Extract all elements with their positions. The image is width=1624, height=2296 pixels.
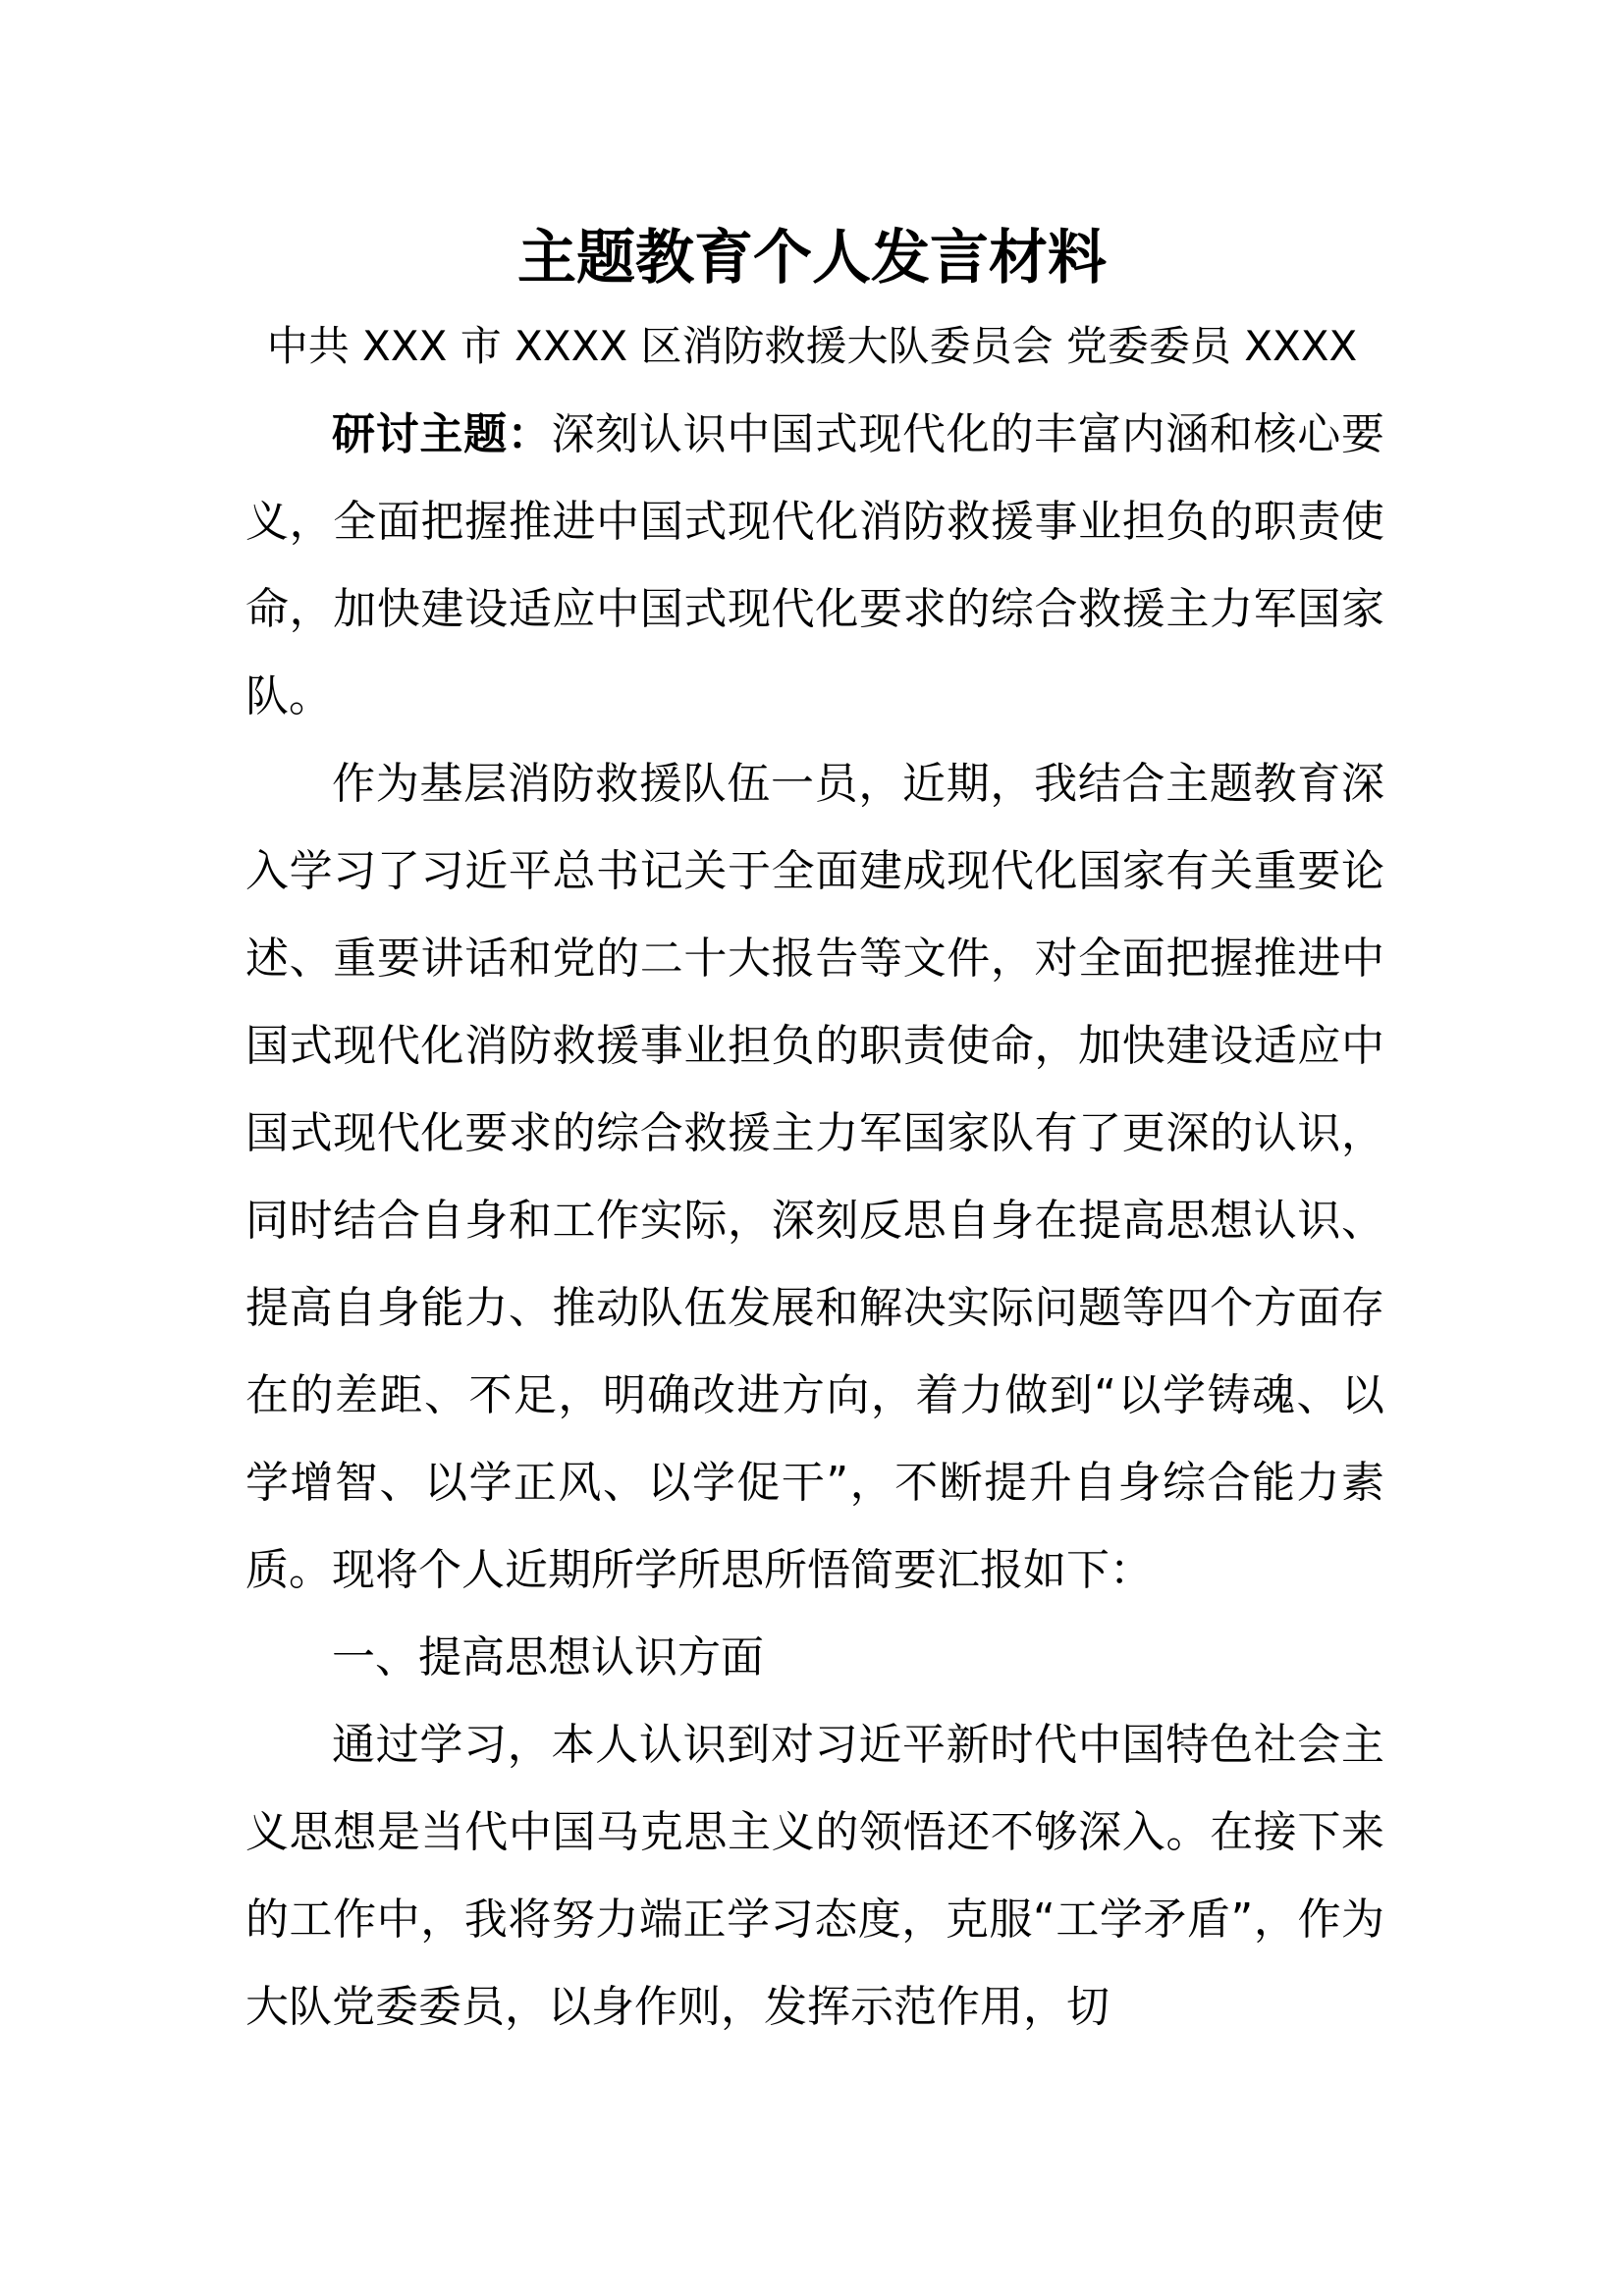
topic-label: 研讨主题： (332, 409, 552, 459)
intro-paragraph: 作为基层消防救援队伍一员，近期，我结合主题教育深入学习了习近平总书记关于全面建成现代化国家有关重要论述、重要讲话和党的二十大报告等文件，对全面把握推进中国式现代化消防救援事业担负的职责使命，加快建设适应中国式现代化要求的综合救援主力军国家队有了更深的认识，同时结合自身和工作实际，深刻反思自身在提高思想认识、提高自身能力、推动队伍发展和解决实际问题等四个方面存在的差距、不足，明确改进方向，着力做到“以学铸魂、以学增智、以学正风、以学促干”，不断提升自身综合能力素质。现将个人近期所学所思所悟简要汇报如下： (245, 759, 1384, 1595)
section-heading: 一、提高思想认识方面 (332, 1632, 764, 1682)
topic-paragraph (245, 391, 1384, 740)
topic-text: 深刻认识中国式现代化的丰富内涵和核心要义，全面把握推进中国式现代化消防救援事业担负的职责使命，加快建设适应中国式现代化要求的综合救援主力军国家队。 (245, 409, 1385, 721)
section-paragraph: 通过学习，本人认识到对习近平新时代中国特色社会主义思想是当代中国马克思主义的领悟还不够深入。在接下来的工作中，我将努力端正学习态度，克服“工学矛盾”，作为大队党委委员，以身作则，发挥示范作用，切 (245, 1720, 1384, 2032)
author-line: 中共 XXX 市 XXXX 区消防救援大队委员会 党委委员 XXXX (266, 322, 1358, 370)
document-title: 主题教育个人发言材料 (517, 224, 1107, 293)
document-body (245, 391, 1384, 2051)
